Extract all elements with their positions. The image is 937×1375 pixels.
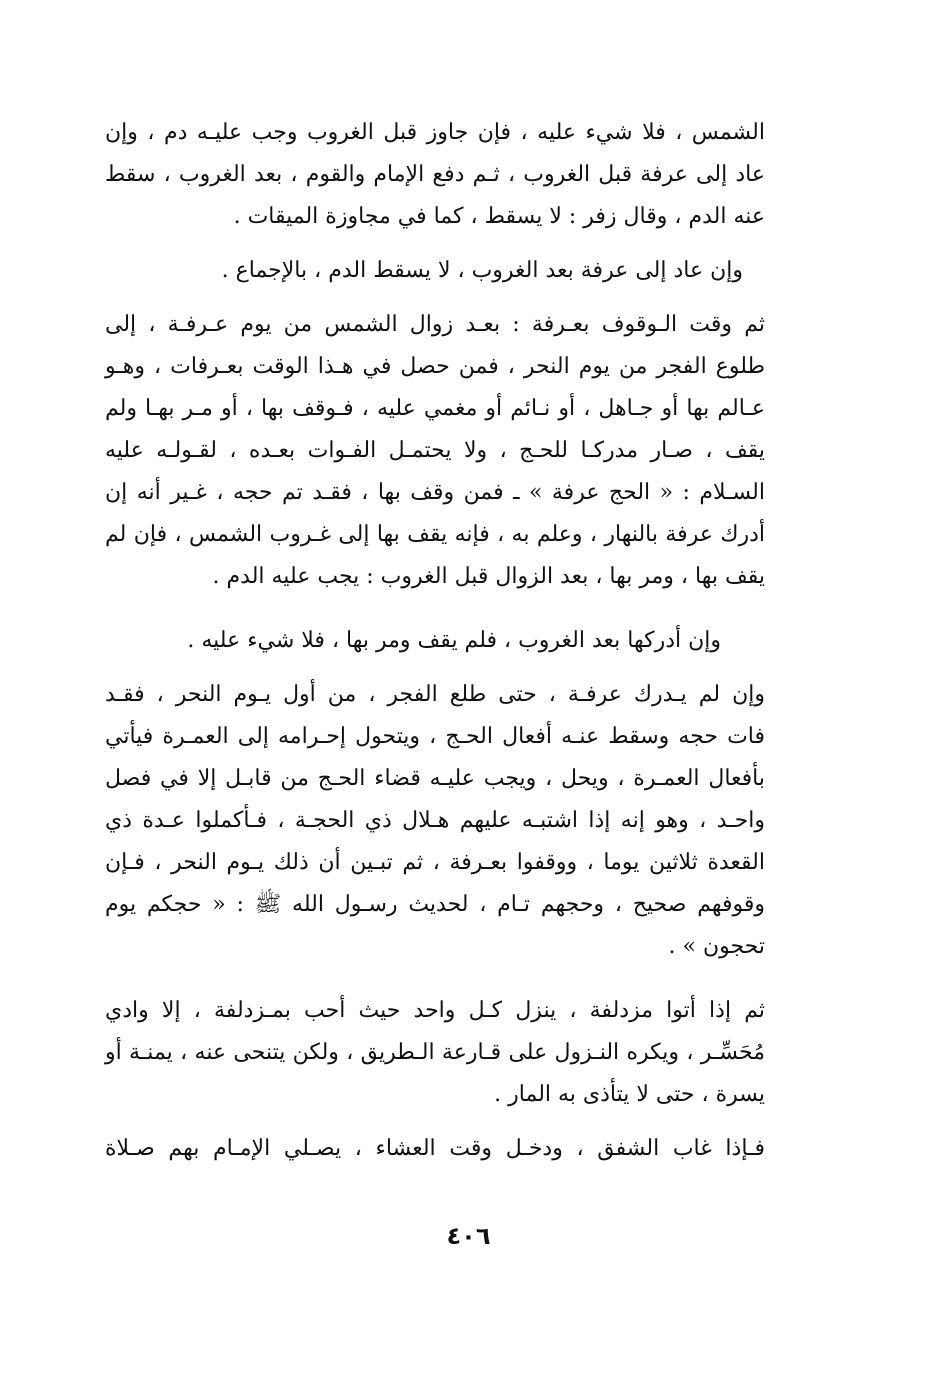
text-line: القعدة ثلاثين يوما ، ووقفوا بعـرفة ، ثم تبـين أن ذلك يـوم النحر ، فـإن: [105, 850, 765, 875]
text-line: عـالم بها أو جـاهل ، أو نـائم أو مغمي عليه ، فـوقف بها ، أو مـر بهـا ولم: [105, 396, 765, 421]
paragraph-6: [105, 990, 765, 1116]
page-body: [105, 112, 765, 1170]
text-line: عنه الدم ، وقال زفر : لا يسقط ، كما في مجاوزة الميقات .: [233, 204, 765, 229]
text-line: وإن أدركها بعد الغروب ، فلم يقف ومر بها ، فلا شيء عليه .: [187, 628, 721, 653]
paragraph-7: [105, 1128, 765, 1170]
text-line: يقف بها ، ومر بها ، بعد الزوال قبل الغروب : يجب عليه الدم .: [212, 564, 765, 589]
text-line: الشمس ، فلا شيء عليه ، فإن جاوز قبل الغروب وجب عليـه دم ، وإن: [105, 120, 765, 145]
paragraph-5: [105, 674, 765, 968]
text-line: يسرة ، حتى لا يتأذى به المار .: [494, 1082, 765, 1107]
text-line: واحـد ، وهو إنه إذا اشتبـه عليهم هـلال ذي الحجـة ، فـأكملوا عـدة ذي: [105, 808, 765, 833]
text-line: ثم إذا أتوا مزدلفة ، ينزل كـل واحد حيث أحب بمـزدلفة ، إلا وادي: [105, 998, 765, 1023]
paragraph-2: [105, 250, 765, 292]
text-line: فـإذا غاب الشفق ، ودخـل وقت العشاء ، يصـلي الإمـام بهم صـلاة: [105, 1136, 765, 1161]
text-line: فات حجه وسقط عنـه أفعال الحـج ، ويتحول إحـرامه إلى العمـرة فيأتي: [105, 724, 765, 749]
text-line: طلوع الفجر من يوم النحر ، فمن حصل في هـذا الوقت بعـرفات ، وهـو: [105, 354, 765, 379]
text-line: مُحَسِّـر ، ويكره النـزول على قـارعة الـطريق ، ولكن يتنحى عنه ، يمنـة أو: [105, 1040, 765, 1065]
text-line: عاد إلى عرفة قبل الغروب ، ثـم دفع الإمام والقوم ، بعد الغروب ، سقط: [105, 162, 765, 187]
text-line: يقف ، صـار مدركـا للحـج ، ولا يحتمـل الفـوات بعـده ، لقـولـه عليه: [105, 438, 765, 463]
paragraph-4: [105, 620, 765, 662]
text-line: السـلام : « الحج عرفة » ـ فمن وقف بها ، فقـد تم حجه ، غـير أنه إن: [105, 480, 765, 505]
text-line: تحجون » .: [668, 934, 765, 959]
page-number: ٤٠٦: [446, 1222, 491, 1250]
text-line: وقوفهم صحيح ، وحجهم تـام ، لحديث رسـول الله ﷺ : « حجكم يوم: [105, 892, 765, 917]
paragraph-3: [105, 304, 765, 598]
text-line: ثم وقت الـوقوف بعـرفة : بعـد زوال الشمس من يوم عـرفـة ، إلى: [105, 312, 765, 337]
text-line: وإن عاد إلى عرفة بعد الغروب ، لا يسقط الدم ، بالإجماع .: [221, 258, 743, 283]
text-line: أدرك عرفة بالنهار ، وعلم به ، فإنه يقف بها إلى غـروب الشمس ، فإن لم: [105, 522, 765, 547]
paragraph-1: [105, 112, 765, 238]
text-line: بأفعال العمـرة ، ويحل ، ويجب عليـه قضاء الحـج من قابـل إلا في فصل: [105, 766, 765, 791]
text-line: وإن لم يـدرك عرفـة ، حتى طلع الفجر ، من أول يـوم النحر ، فقـد: [105, 682, 765, 707]
